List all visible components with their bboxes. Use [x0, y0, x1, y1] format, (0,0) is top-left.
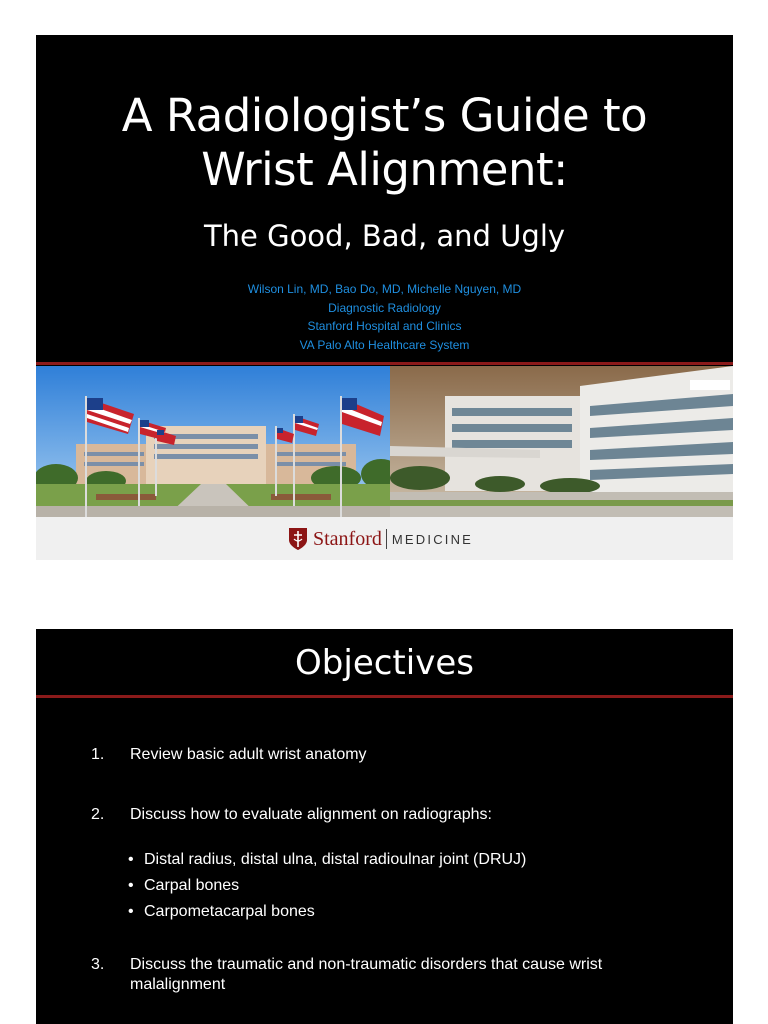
logo-divider: [386, 529, 387, 549]
hospital-flags-photo: [36, 366, 390, 517]
bullet-text: Distal radius, distal ulna, distal radioulnar joint (DRUJ): [144, 851, 527, 868]
department-line: Diagnostic Radiology: [328, 300, 441, 315]
list-text: Discuss the traumatic and non-traumatic disorders that cause wrist malalignment: [130, 956, 603, 993]
bullet-item: • Carpal bones: [128, 877, 240, 894]
red-divider: [36, 362, 733, 365]
photo-strip: [36, 366, 733, 517]
footer-bar: [36, 517, 733, 560]
stanford-medicine-logo: [288, 526, 473, 552]
title-line-2: Wrist Alignment:: [201, 143, 568, 196]
red-divider: [36, 695, 733, 698]
author-block: [36, 280, 733, 354]
slide-subtitle: The Good, Bad, and Ugly: [203, 219, 566, 253]
list-number: 2.: [91, 806, 105, 823]
list-number: 3.: [91, 956, 105, 973]
slide-title: [36, 89, 733, 197]
bullet-item: • Carpometacarpal bones: [128, 903, 315, 920]
slide-title: Objectives: [295, 643, 474, 683]
bullet-item: • Distal radius, distal ulna, distal radioulnar joint (DRUJ): [128, 851, 527, 868]
title-slide: [36, 35, 733, 560]
list-number: 1.: [91, 746, 105, 763]
objectives-slide: [36, 629, 733, 1024]
list-text: Discuss how to evaluate alignment on radiographs:: [130, 806, 492, 823]
logo-medicine-text: MEDICINE: [391, 531, 474, 547]
list-text: Review basic adult wrist anatomy: [130, 746, 367, 763]
authors-line: Wilson Lin, MD, Bao Do, MD, Michelle Nguyen, MD: [247, 282, 522, 296]
institution-line: Stanford Hospital and Clinics: [307, 319, 462, 333]
stanford-seal-icon: [288, 527, 308, 551]
bullet-text: Carpometacarpal bones: [144, 903, 315, 920]
title-line-1: A Radiologist’s Guide to: [121, 89, 648, 142]
institution-line: VA Palo Alto Healthcare System: [299, 337, 470, 352]
bullet-text: Carpal bones: [144, 877, 240, 894]
hospital-building-photo: [390, 366, 733, 517]
logo-stanford-text: Stanford: [313, 527, 382, 550]
